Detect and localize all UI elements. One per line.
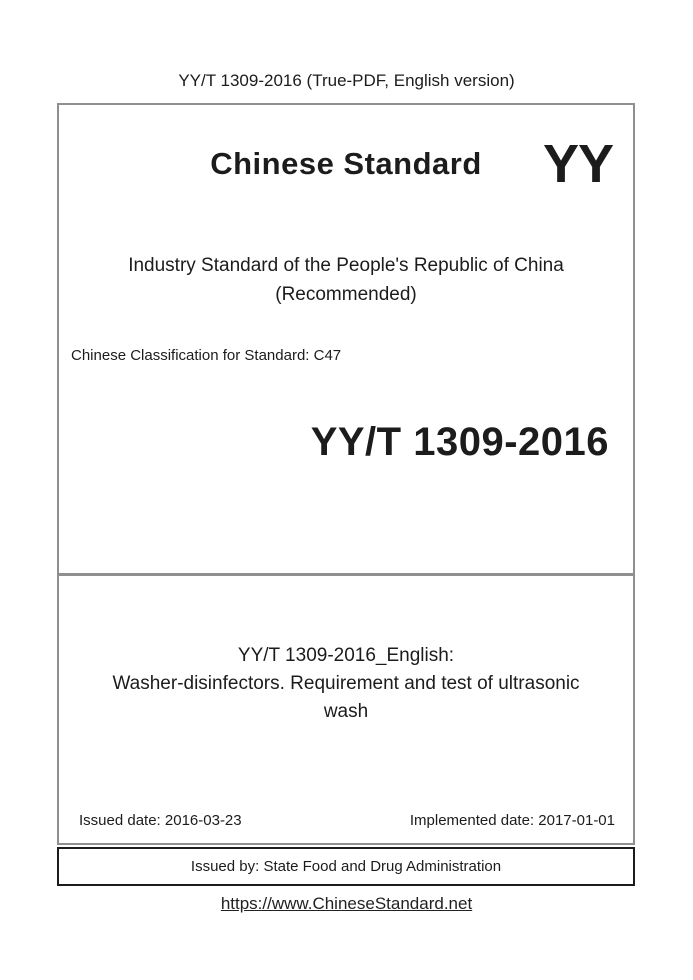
cover-box [57, 103, 635, 845]
standard-type-line-2: (Recommended) [275, 284, 417, 305]
section-divider [59, 573, 633, 576]
english-title-block [59, 642, 633, 726]
brand-title: Chinese Standard [210, 146, 482, 181]
english-title-line-1: YY/T 1309-2016_English: [237, 645, 455, 666]
standard-code: YY/T 1309-2016 [310, 420, 609, 464]
english-title-line-2: Washer-disinfectors. Requirement and test of ultrasonic [112, 673, 580, 694]
english-title-line-3: wash [323, 701, 369, 722]
page-footer [0, 893, 693, 915]
issued-by-text: Issued by: State Food and Drug Administration [190, 858, 502, 875]
dates-row [59, 811, 633, 831]
page-header-title: YY/T 1309-2016 (True-PDF, English version) [178, 71, 515, 90]
yy-logo: YY [542, 134, 613, 194]
footer-link[interactable]: https://www.ChineseStandard.net [220, 894, 473, 913]
standard-type-line-1: Industry Standard of the People's Republic of China [128, 255, 564, 276]
issued-date: Issued date: 2016-03-23 [79, 812, 242, 829]
issued-by-box [57, 847, 635, 886]
standard-type-block [59, 251, 633, 309]
implemented-date: Implemented date: 2017-01-01 [409, 812, 615, 829]
classification-label: Chinese Classification for Standard: C47 [71, 347, 342, 364]
